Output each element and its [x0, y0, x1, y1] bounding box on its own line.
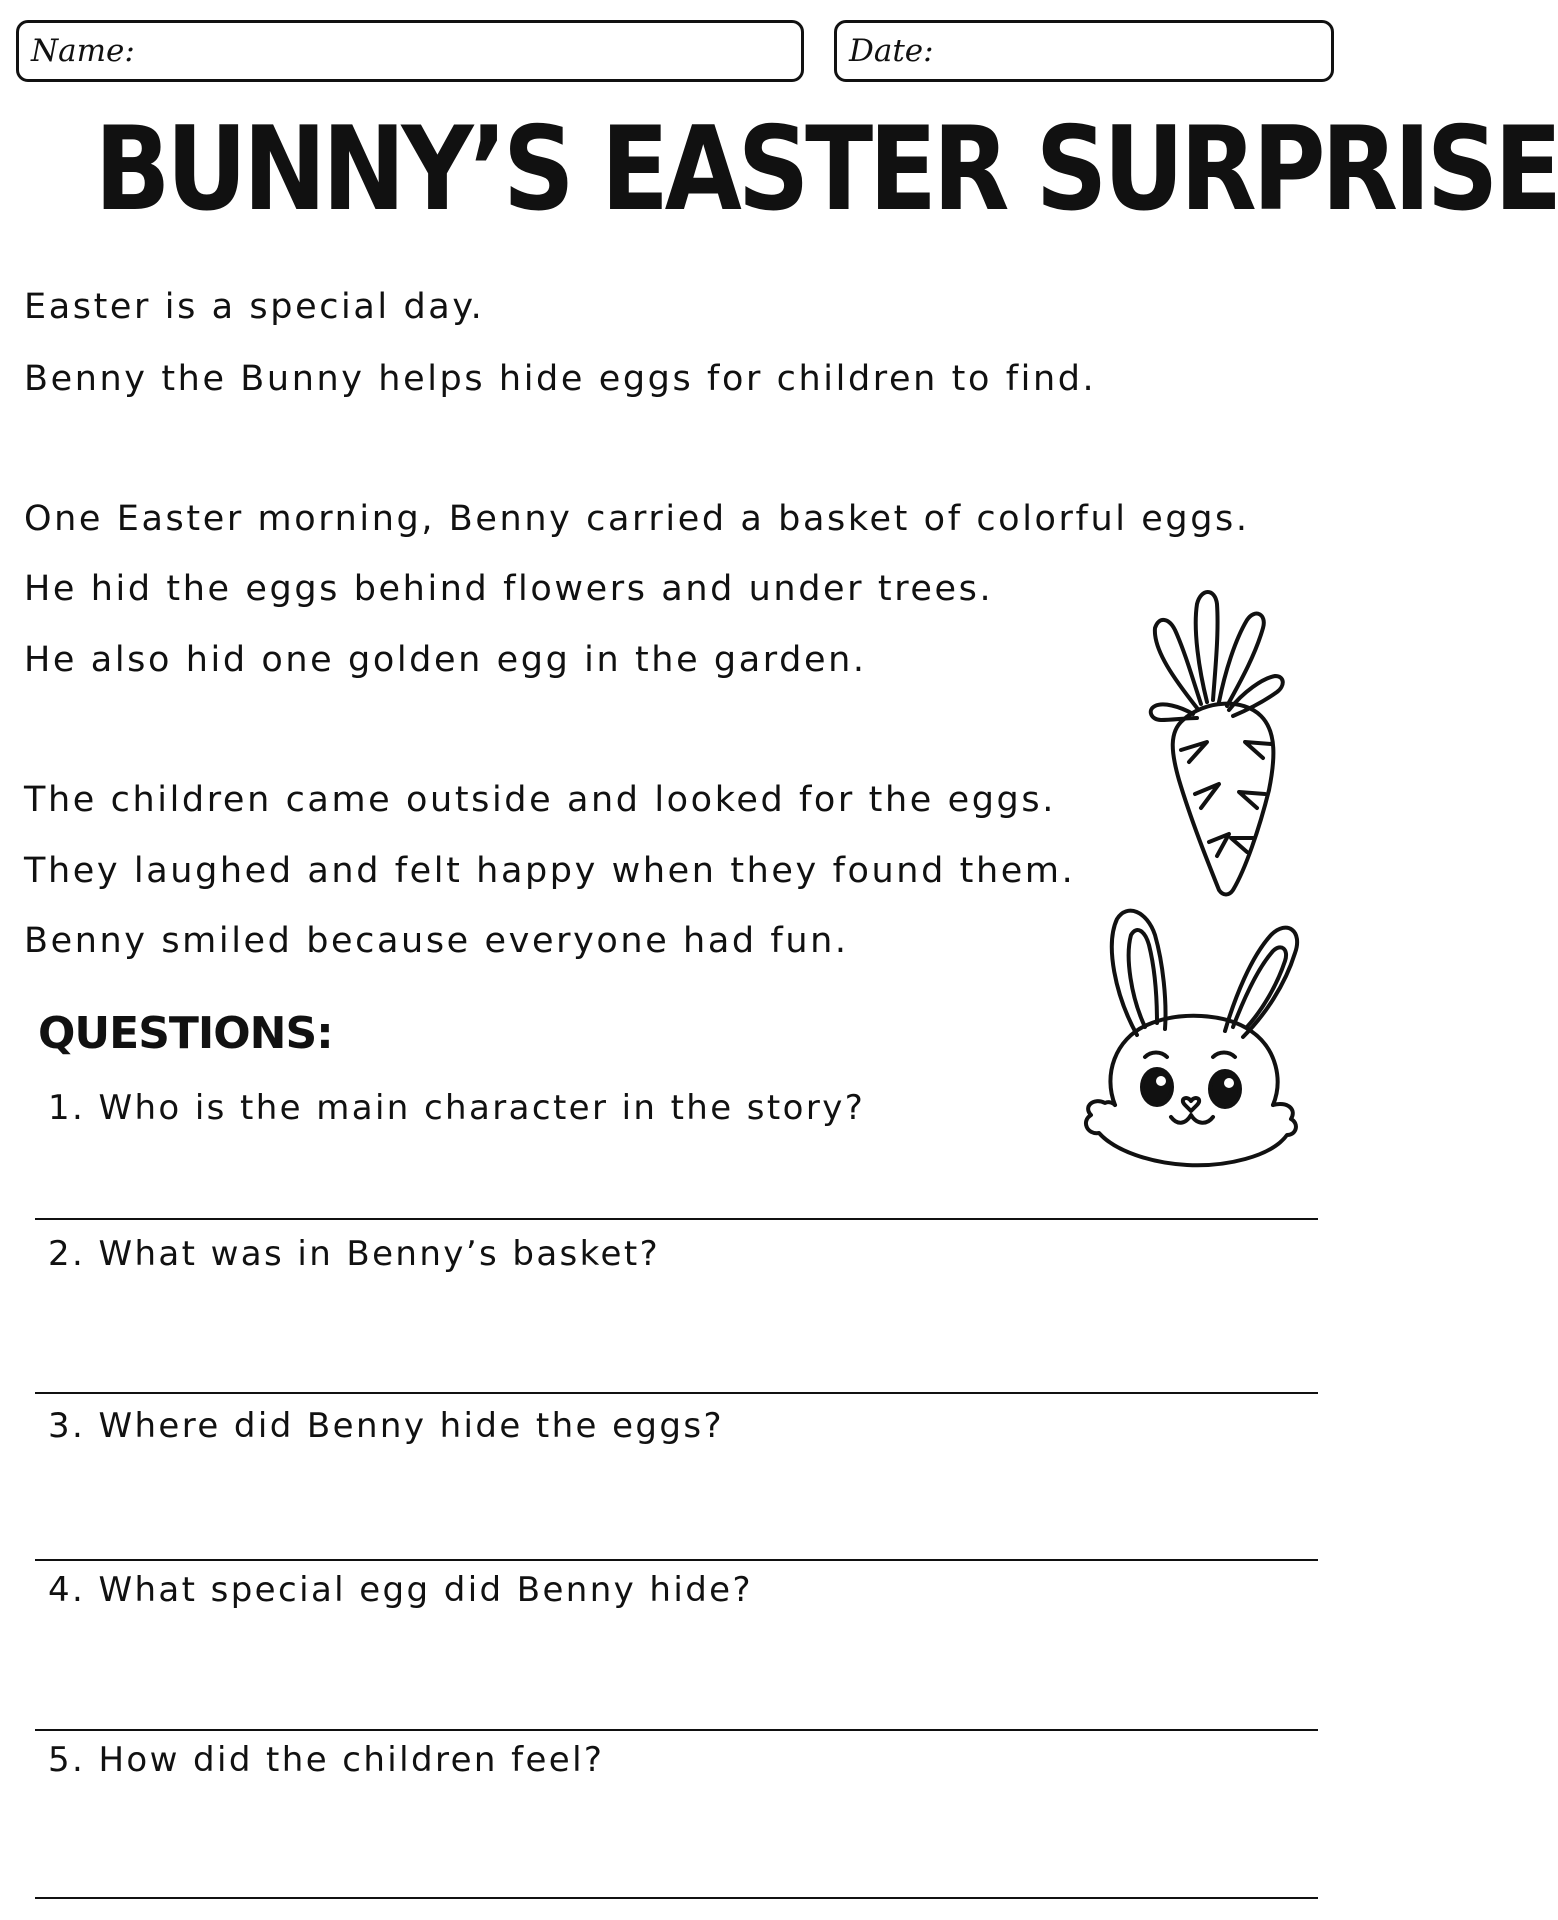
bunny-face-icon — [1075, 905, 1305, 1165]
question-1: 1. Who is the main character in the story? — [48, 1088, 866, 1128]
question-5: 5. How did the children feel? — [48, 1740, 605, 1780]
name-label: Name: — [31, 33, 135, 69]
story-line: He hid the eggs behind flowers and under trees. — [24, 569, 994, 609]
date-field[interactable] — [834, 20, 1334, 82]
question-3: 3. Where did Benny hide the eggs? — [48, 1406, 724, 1446]
story-line: He also hid one golden egg in the garden. — [24, 640, 867, 680]
carrot-icon — [1135, 580, 1315, 900]
question-2: 2. What was in Benny’s basket? — [48, 1234, 661, 1274]
story-line: Benny smiled because everyone had fun. — [24, 921, 849, 961]
story-line: The children came outside and looked for the eggs. — [24, 780, 1056, 820]
answer-line-1[interactable] — [35, 1218, 1318, 1220]
answer-line-4[interactable] — [35, 1729, 1318, 1731]
story-line: Easter is a special day. — [24, 287, 485, 327]
story-line: One Easter morning, Benny carried a basket of colorful eggs. — [24, 499, 1250, 539]
name-field[interactable] — [16, 20, 804, 82]
question-4: 4. What special egg did Benny hide? — [48, 1570, 753, 1610]
date-label: Date: — [849, 33, 934, 69]
answer-line-3[interactable] — [35, 1559, 1318, 1561]
story-line: They laughed and felt happy when they found them. — [24, 851, 1076, 891]
answer-line-2[interactable] — [35, 1392, 1318, 1394]
questions-heading: QUESTIONS: — [38, 1008, 333, 1059]
answer-line-5[interactable] — [35, 1897, 1318, 1899]
story-line: Benny the Bunny helps hide eggs for children to find. — [24, 359, 1097, 399]
worksheet-title: BUNNY’S EASTER SURPRISE — [94, 102, 1558, 237]
